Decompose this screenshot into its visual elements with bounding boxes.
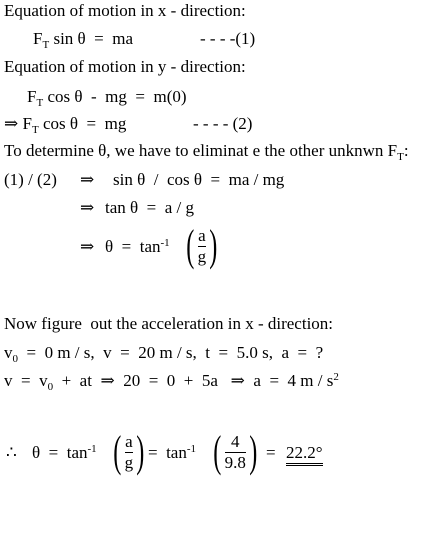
inverse-exponent: -1 xyxy=(160,237,170,249)
force-subscript: T xyxy=(36,97,44,109)
numerator: a xyxy=(198,225,206,245)
v-symbol: v xyxy=(4,343,13,362)
implies-arrow: ⇒ xyxy=(4,114,19,133)
given-values xyxy=(4,342,323,364)
therefore-symbol: ∴ xyxy=(6,443,17,462)
inverse-exponent: -1 xyxy=(87,443,97,455)
equation-2 xyxy=(4,113,126,135)
tan-equation: tan θ = a / g xyxy=(105,198,195,217)
equation-1 xyxy=(33,28,133,50)
left-paren: ( xyxy=(113,427,122,476)
equals-tan-text: = tan xyxy=(148,443,187,462)
right-paren: ) xyxy=(209,221,218,270)
right-paren: ) xyxy=(249,427,258,476)
heading-x-direction: Equation of motion in x - direction: xyxy=(4,1,246,20)
determine-theta-text xyxy=(4,140,409,162)
equation-y xyxy=(27,86,187,108)
equals-sign: = xyxy=(266,443,276,462)
denominator: 9.8 xyxy=(224,452,246,472)
force-subscript: T xyxy=(31,124,39,136)
colon: : xyxy=(403,141,409,160)
v-subscript: 0 xyxy=(47,381,54,393)
v-subscript: 0 xyxy=(12,353,18,365)
numerator: 4 xyxy=(231,431,240,451)
equation-1-body: sin θ = ma xyxy=(49,29,134,48)
fraction-4-over-9-8 xyxy=(210,427,261,476)
implies-arrow: ⇒ xyxy=(80,170,95,189)
force-symbol: F xyxy=(33,29,43,48)
equation-y-body: cos θ - mg = m(0) xyxy=(43,87,187,106)
left-paren: ( xyxy=(213,427,222,476)
fraction-stack xyxy=(198,226,207,267)
numerator: a xyxy=(125,431,133,451)
heading-y-direction: Equation of motion in y - direction: xyxy=(4,57,246,76)
ratio-equation: sin θ / cos θ = ma / mg xyxy=(113,170,285,189)
kinematics-body: + at ⇒ 20 = 0 + 5a ⇒ a = 4 m / s xyxy=(53,371,334,390)
implies-arrow: ⇒ xyxy=(80,198,95,217)
kinematics-start: v = v xyxy=(4,371,48,390)
equation-1-tag: - - - -(1) xyxy=(200,29,256,48)
squared-exponent: 2 xyxy=(333,371,339,383)
fraction-a-over-g xyxy=(110,427,148,476)
heading-acceleration: Now figure out the acceleration in x - direction: xyxy=(4,314,334,333)
theta-equation xyxy=(105,236,170,258)
force-subscript: T xyxy=(42,39,50,51)
given-values-body: = 0 m / s, v = 20 m / s, t = 5.0 s, a = ? xyxy=(18,343,324,362)
force-symbol: F xyxy=(27,87,37,106)
final-answer xyxy=(286,442,323,464)
theta-tan: θ = tan xyxy=(105,237,161,256)
determine-text: To determine θ, we have to eliminat e the other unknwn F xyxy=(4,141,398,160)
final-theta-tan xyxy=(32,442,97,464)
equation-2-tag: - - - - (2) xyxy=(193,114,253,133)
fraction-a-over-g xyxy=(183,221,221,270)
answer-value: 22.2° xyxy=(286,443,323,466)
equals-tan xyxy=(148,442,196,464)
theta-tan: θ = tan xyxy=(32,443,88,462)
force-subscript: T xyxy=(397,151,404,163)
left-paren: ( xyxy=(186,221,195,270)
fraction-stack xyxy=(125,432,134,473)
implies-arrow: ⇒ xyxy=(80,237,95,256)
ratio-label: (1) / (2) xyxy=(4,170,57,189)
denominator: g xyxy=(197,246,207,266)
equation-2-body: cos θ = mg xyxy=(38,114,127,133)
fraction-stack xyxy=(225,432,246,473)
force-symbol: F xyxy=(18,114,32,133)
denominator: g xyxy=(124,452,134,472)
inverse-exponent: -1 xyxy=(186,443,197,455)
right-paren: ) xyxy=(136,427,145,476)
kinematics-equation xyxy=(4,370,339,392)
